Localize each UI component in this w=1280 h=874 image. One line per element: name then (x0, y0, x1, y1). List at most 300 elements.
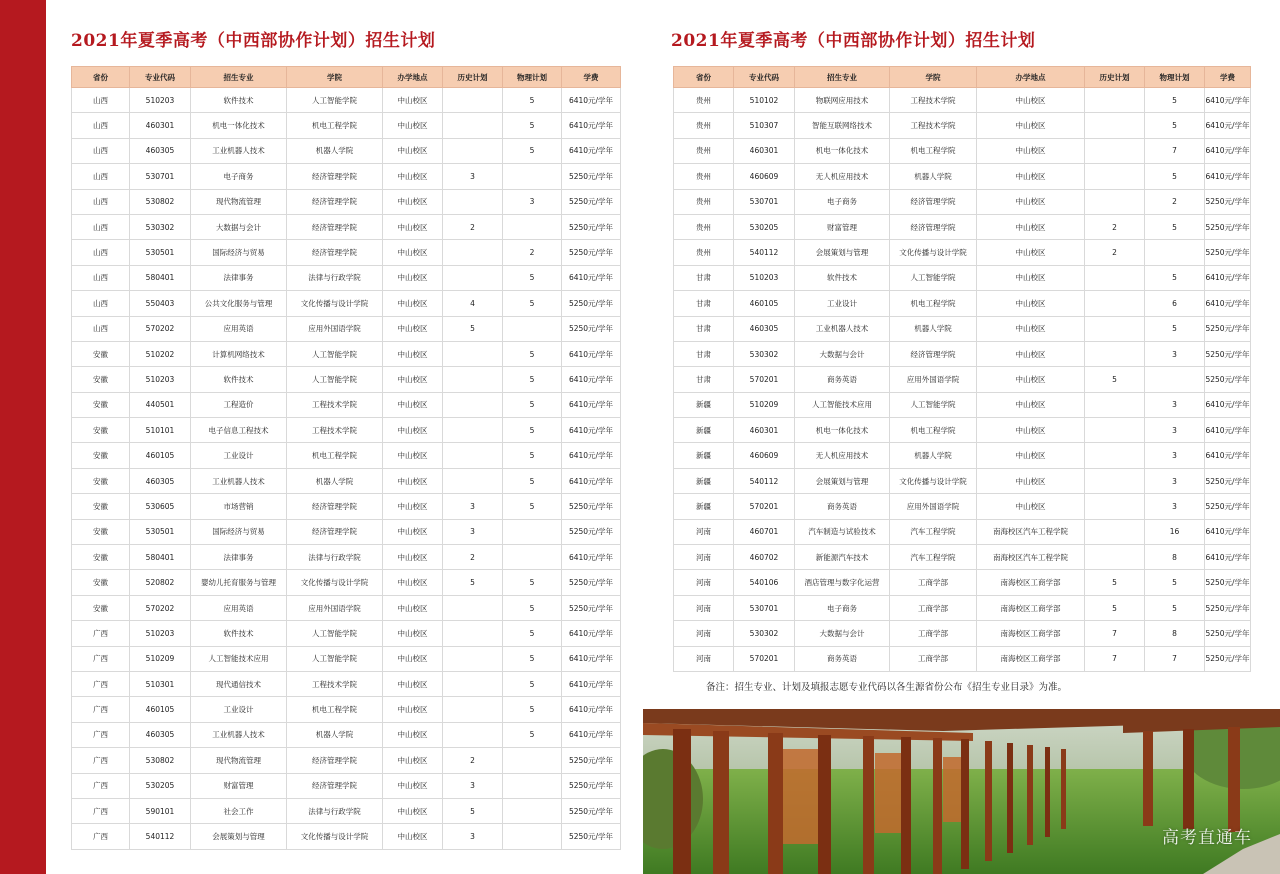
college-cell: 法律与行政学院 (287, 798, 383, 823)
history-plan-cell: 5 (1085, 595, 1145, 620)
province-cell: 安徽 (72, 341, 130, 366)
physics-plan-cell (1145, 240, 1205, 265)
tuition-cell: 6410元/学年 (1205, 113, 1251, 138)
major-code-cell: 520802 (130, 570, 191, 595)
college-cell: 文化传播与设计学院 (287, 824, 383, 849)
tuition-cell: 5250元/学年 (1205, 341, 1251, 366)
college-cell: 人工智能学院 (287, 88, 383, 113)
history-plan-cell: 4 (443, 291, 503, 316)
major-code-cell: 510203 (130, 367, 191, 392)
major-name-cell: 电子信息工程技术 (191, 418, 287, 443)
college-cell: 经济管理学院 (287, 189, 383, 214)
history-plan-cell (443, 418, 503, 443)
major-code-cell: 550403 (130, 291, 191, 316)
physics-plan-cell: 5 (1145, 316, 1205, 341)
physics-plan-cell: 3 (1145, 341, 1205, 366)
college-cell: 文化传播与设计学院 (890, 240, 977, 265)
footnote: 备注：招生专业、计划及填报志愿专业代码以各生源省份公布《招生专业目录》为准。 (706, 682, 1068, 693)
physics-plan-cell (503, 824, 562, 849)
campus-cell: 中山校区 (383, 240, 443, 265)
column-header: 省份 (72, 67, 130, 88)
tuition-cell: 5250元/学年 (562, 316, 621, 341)
province-cell: 安徽 (72, 595, 130, 620)
physics-plan-cell: 5 (1145, 214, 1205, 239)
column-header: 招生专业 (191, 67, 287, 88)
major-code-cell: 460105 (130, 697, 191, 722)
table-row (72, 494, 621, 519)
province-cell: 安徽 (72, 418, 130, 443)
province-cell: 河南 (674, 595, 734, 620)
major-code-cell: 510202 (130, 341, 191, 366)
province-cell: 新疆 (674, 443, 734, 468)
table-row (72, 570, 621, 595)
campus-cell: 中山校区 (383, 621, 443, 646)
major-name-cell: 工业机器人技术 (191, 722, 287, 747)
major-name-cell: 商务英语 (795, 367, 890, 392)
physics-plan-cell: 5 (503, 494, 562, 519)
province-cell: 贵州 (674, 214, 734, 239)
major-name-cell: 财富管理 (795, 214, 890, 239)
table-row (674, 519, 1251, 544)
history-plan-cell (443, 671, 503, 696)
physics-plan-cell: 5 (503, 418, 562, 443)
major-code-cell: 570201 (734, 494, 795, 519)
tuition-cell: 6410元/学年 (562, 418, 621, 443)
major-name-cell: 软件技术 (191, 88, 287, 113)
major-name-cell: 工业机器人技术 (191, 468, 287, 493)
physics-plan-cell (503, 748, 562, 773)
tuition-cell: 6410元/学年 (562, 443, 621, 468)
column-header: 学费 (562, 67, 621, 88)
tuition-cell: 5250元/学年 (562, 189, 621, 214)
campus-cell: 中山校区 (977, 189, 1085, 214)
province-cell: 山西 (72, 265, 130, 290)
college-cell: 工商学部 (890, 570, 977, 595)
college-cell: 机电工程学院 (890, 138, 977, 163)
college-cell: 经济管理学院 (890, 189, 977, 214)
table-row (674, 367, 1251, 392)
major-code-cell: 580401 (130, 265, 191, 290)
province-cell: 河南 (674, 545, 734, 570)
tuition-cell: 6410元/学年 (562, 341, 621, 366)
college-cell: 应用外国语学院 (287, 595, 383, 620)
tuition-cell: 5250元/学年 (562, 164, 621, 189)
major-code-cell: 460305 (130, 138, 191, 163)
history-plan-cell (443, 367, 503, 392)
college-cell: 经济管理学院 (890, 341, 977, 366)
province-cell: 广西 (72, 671, 130, 696)
province-cell: 山西 (72, 138, 130, 163)
major-name-cell: 无人机应用技术 (795, 443, 890, 468)
campus-cell: 南海校区汽车工程学院 (977, 545, 1085, 570)
tuition-cell: 6410元/学年 (562, 88, 621, 113)
major-name-cell: 法律事务 (191, 545, 287, 570)
tuition-cell: 6410元/学年 (1205, 164, 1251, 189)
physics-plan-cell: 8 (1145, 545, 1205, 570)
tuition-cell: 6410元/学年 (562, 138, 621, 163)
province-cell: 广西 (72, 748, 130, 773)
history-plan-cell (443, 113, 503, 138)
column-header: 学费 (1205, 67, 1251, 88)
physics-plan-cell (503, 773, 562, 798)
province-cell: 新疆 (674, 418, 734, 443)
tuition-cell: 5250元/学年 (562, 291, 621, 316)
tuition-cell: 6410元/学年 (1205, 443, 1251, 468)
physics-plan-cell: 5 (503, 468, 562, 493)
campus-cell: 中山校区 (383, 570, 443, 595)
major-code-cell: 530205 (130, 773, 191, 798)
province-cell: 甘肃 (674, 316, 734, 341)
province-cell: 河南 (674, 646, 734, 671)
campus-cell: 中山校区 (383, 113, 443, 138)
table-row (674, 570, 1251, 595)
major-code-cell: 590101 (130, 798, 191, 823)
history-plan-cell: 2 (443, 748, 503, 773)
tuition-cell: 5250元/学年 (562, 748, 621, 773)
province-cell: 安徽 (72, 367, 130, 392)
table-row (72, 722, 621, 747)
campus-cell: 中山校区 (383, 214, 443, 239)
major-name-cell: 机电一体化技术 (191, 113, 287, 138)
major-code-cell: 510209 (130, 646, 191, 671)
major-code-cell: 530701 (734, 595, 795, 620)
physics-plan-cell: 5 (503, 443, 562, 468)
major-name-cell: 智能互联网络技术 (795, 113, 890, 138)
tuition-cell: 6410元/学年 (562, 671, 621, 696)
tuition-cell: 5250元/学年 (1205, 595, 1251, 620)
physics-plan-cell: 3 (1145, 418, 1205, 443)
college-cell: 机器人学院 (890, 164, 977, 189)
history-plan-cell: 3 (443, 824, 503, 849)
history-plan-cell (443, 595, 503, 620)
major-name-cell: 酒店管理与数字化运营 (795, 570, 890, 595)
major-name-cell: 会展策划与管理 (795, 240, 890, 265)
table-row (72, 697, 621, 722)
history-plan-cell: 3 (443, 773, 503, 798)
column-header: 学院 (287, 67, 383, 88)
college-cell: 经济管理学院 (890, 214, 977, 239)
college-cell: 工商学部 (890, 595, 977, 620)
table-row (72, 443, 621, 468)
campus-cell: 中山校区 (383, 418, 443, 443)
history-plan-cell (443, 722, 503, 747)
major-name-cell: 人工智能技术应用 (191, 646, 287, 671)
college-cell: 人工智能学院 (287, 621, 383, 646)
major-code-cell: 530501 (130, 240, 191, 265)
major-code-cell: 570201 (734, 367, 795, 392)
province-cell: 安徽 (72, 545, 130, 570)
physics-plan-cell: 5 (503, 722, 562, 747)
college-cell: 经济管理学院 (287, 214, 383, 239)
campus-cell: 中山校区 (383, 88, 443, 113)
major-code-cell: 460609 (734, 164, 795, 189)
province-cell: 安徽 (72, 392, 130, 417)
major-name-cell: 会展策划与管理 (191, 824, 287, 849)
tuition-cell: 6410元/学年 (1205, 545, 1251, 570)
physics-plan-cell (503, 545, 562, 570)
college-cell: 人工智能学院 (890, 392, 977, 417)
campus-cell: 南海校区汽车工程学院 (977, 519, 1085, 544)
tuition-cell: 5250元/学年 (1205, 189, 1251, 214)
right-page-title: 2021年夏季高考（中西部协作计划）招生计划 (671, 31, 1036, 51)
province-cell: 安徽 (72, 443, 130, 468)
table-row (72, 392, 621, 417)
history-plan-cell (1085, 316, 1145, 341)
history-plan-cell: 3 (443, 494, 503, 519)
table-row (72, 595, 621, 620)
physics-plan-cell: 5 (503, 646, 562, 671)
major-code-cell: 510101 (130, 418, 191, 443)
physics-plan-cell: 3 (1145, 494, 1205, 519)
campus-cell: 中山校区 (977, 468, 1085, 493)
major-code-cell: 530205 (734, 214, 795, 239)
history-plan-cell (443, 341, 503, 366)
history-plan-cell (443, 443, 503, 468)
physics-plan-cell: 16 (1145, 519, 1205, 544)
tuition-cell: 6410元/学年 (562, 265, 621, 290)
tuition-cell: 6410元/学年 (1205, 88, 1251, 113)
major-code-cell: 460301 (130, 113, 191, 138)
major-code-cell: 460301 (734, 138, 795, 163)
physics-plan-cell (503, 798, 562, 823)
table-row (72, 418, 621, 443)
major-name-cell: 现代物流管理 (191, 189, 287, 214)
table-row (674, 545, 1251, 570)
major-code-cell: 530802 (130, 189, 191, 214)
major-code-cell: 530302 (130, 214, 191, 239)
province-cell: 河南 (674, 621, 734, 646)
major-name-cell: 汽车制造与试验技术 (795, 519, 890, 544)
campus-cell: 中山校区 (383, 748, 443, 773)
province-cell: 广西 (72, 621, 130, 646)
province-cell: 安徽 (72, 468, 130, 493)
major-code-cell: 530302 (734, 341, 795, 366)
column-header: 专业代码 (130, 67, 191, 88)
tuition-cell: 5250元/学年 (562, 773, 621, 798)
major-code-cell: 580401 (130, 545, 191, 570)
history-plan-cell (1085, 468, 1145, 493)
table-row (674, 392, 1251, 417)
college-cell: 应用外国语学院 (890, 367, 977, 392)
history-plan-cell (1085, 341, 1145, 366)
campus-cell: 中山校区 (383, 367, 443, 392)
college-cell: 人工智能学院 (287, 341, 383, 366)
tuition-cell: 6410元/学年 (1205, 265, 1251, 290)
right-enrollment-table (673, 66, 1251, 672)
major-name-cell: 人工智能技术应用 (795, 392, 890, 417)
tuition-cell: 6410元/学年 (562, 621, 621, 646)
physics-plan-cell: 5 (503, 138, 562, 163)
history-plan-cell (1085, 494, 1145, 519)
major-name-cell: 计算机网络技术 (191, 341, 287, 366)
table-row (674, 443, 1251, 468)
major-name-cell: 机电一体化技术 (795, 418, 890, 443)
tuition-cell: 5250元/学年 (1205, 621, 1251, 646)
tuition-cell: 5250元/学年 (1205, 240, 1251, 265)
table-row (674, 265, 1251, 290)
history-plan-cell (443, 697, 503, 722)
history-plan-cell (1085, 189, 1145, 214)
tuition-cell: 6410元/学年 (562, 722, 621, 747)
campus-corridor-photo (643, 709, 1280, 874)
campus-cell: 南海校区工商学部 (977, 646, 1085, 671)
province-cell: 甘肃 (674, 291, 734, 316)
major-name-cell: 大数据与会计 (795, 621, 890, 646)
physics-plan-cell: 5 (503, 392, 562, 417)
left-page-title: 2021年夏季高考（中西部协作计划）招生计划 (71, 31, 436, 51)
table-row (72, 646, 621, 671)
history-plan-cell: 3 (443, 519, 503, 544)
campus-cell: 中山校区 (383, 392, 443, 417)
province-cell: 新疆 (674, 392, 734, 417)
college-cell: 人工智能学院 (287, 367, 383, 392)
major-name-cell: 国际经济与贸易 (191, 519, 287, 544)
campus-cell: 中山校区 (977, 341, 1085, 366)
campus-cell: 中山校区 (383, 494, 443, 519)
major-name-cell: 工业机器人技术 (191, 138, 287, 163)
tuition-cell: 6410元/学年 (562, 545, 621, 570)
tuition-cell: 6410元/学年 (562, 646, 621, 671)
history-plan-cell: 3 (443, 164, 503, 189)
physics-plan-cell: 5 (503, 341, 562, 366)
college-cell: 工商学部 (890, 646, 977, 671)
major-code-cell: 510301 (130, 671, 191, 696)
table-row (72, 291, 621, 316)
campus-cell: 中山校区 (383, 671, 443, 696)
history-plan-cell (1085, 265, 1145, 290)
column-header: 省份 (674, 67, 734, 88)
history-plan-cell (1085, 545, 1145, 570)
physics-plan-cell: 5 (503, 697, 562, 722)
column-header: 物理计划 (1145, 67, 1205, 88)
major-name-cell: 大数据与会计 (795, 341, 890, 366)
campus-cell: 中山校区 (383, 545, 443, 570)
college-cell: 工程技术学院 (287, 392, 383, 417)
campus-cell: 中山校区 (383, 824, 443, 849)
history-plan-cell: 2 (1085, 214, 1145, 239)
table-row (674, 138, 1251, 163)
province-cell: 甘肃 (674, 367, 734, 392)
college-cell: 人工智能学院 (287, 646, 383, 671)
physics-plan-cell: 5 (1145, 88, 1205, 113)
college-cell: 人工智能学院 (890, 265, 977, 290)
campus-cell: 中山校区 (977, 113, 1085, 138)
physics-plan-cell: 5 (503, 671, 562, 696)
table-row (72, 240, 621, 265)
province-cell: 山西 (72, 189, 130, 214)
province-cell: 山西 (72, 113, 130, 138)
history-plan-cell: 2 (443, 545, 503, 570)
campus-cell: 中山校区 (383, 773, 443, 798)
table-row (72, 773, 621, 798)
physics-plan-cell: 5 (503, 113, 562, 138)
major-code-cell: 460305 (734, 316, 795, 341)
history-plan-cell: 7 (1085, 646, 1145, 671)
major-name-cell: 现代物流管理 (191, 748, 287, 773)
province-cell: 贵州 (674, 138, 734, 163)
campus-cell: 中山校区 (977, 88, 1085, 113)
table-row (674, 88, 1251, 113)
campus-cell: 中山校区 (383, 265, 443, 290)
table-row (72, 545, 621, 570)
campus-cell: 南海校区工商学部 (977, 570, 1085, 595)
left-red-band (0, 0, 46, 874)
province-cell: 山西 (72, 214, 130, 239)
table-row (674, 621, 1251, 646)
history-plan-cell: 2 (1085, 240, 1145, 265)
table-row (72, 265, 621, 290)
campus-cell: 中山校区 (383, 341, 443, 366)
history-plan-cell: 2 (443, 214, 503, 239)
major-name-cell: 法律事务 (191, 265, 287, 290)
province-cell: 山西 (72, 316, 130, 341)
college-cell: 法律与行政学院 (287, 545, 383, 570)
tuition-cell: 5250元/学年 (1205, 316, 1251, 341)
campus-cell: 中山校区 (977, 265, 1085, 290)
major-code-cell: 460609 (734, 443, 795, 468)
campus-cell: 中山校区 (977, 418, 1085, 443)
table-row (674, 341, 1251, 366)
table-row (72, 113, 621, 138)
history-plan-cell (1085, 291, 1145, 316)
physics-plan-cell: 5 (1145, 595, 1205, 620)
tuition-cell: 5250元/学年 (562, 798, 621, 823)
campus-cell: 中山校区 (977, 392, 1085, 417)
province-cell: 新疆 (674, 494, 734, 519)
table-row (72, 671, 621, 696)
college-cell: 机电工程学院 (890, 291, 977, 316)
campus-cell: 中山校区 (977, 214, 1085, 239)
history-plan-cell (443, 646, 503, 671)
major-name-cell: 新能源汽车技术 (795, 545, 890, 570)
physics-plan-cell: 3 (503, 189, 562, 214)
table-row (72, 367, 621, 392)
college-cell: 经济管理学院 (287, 519, 383, 544)
tuition-cell: 5250元/学年 (1205, 214, 1251, 239)
college-cell: 工程技术学院 (287, 671, 383, 696)
table-row (72, 621, 621, 646)
table-row (72, 189, 621, 214)
province-cell: 山西 (72, 240, 130, 265)
major-code-cell: 510203 (130, 88, 191, 113)
physics-plan-cell: 7 (1145, 646, 1205, 671)
column-header: 历史计划 (443, 67, 503, 88)
tuition-cell: 6410元/学年 (562, 468, 621, 493)
major-name-cell: 应用英语 (191, 316, 287, 341)
column-header: 历史计划 (1085, 67, 1145, 88)
table-header-row (72, 67, 621, 88)
campus-cell: 中山校区 (977, 240, 1085, 265)
province-cell: 广西 (72, 722, 130, 747)
history-plan-cell (443, 189, 503, 214)
physics-plan-cell: 5 (503, 88, 562, 113)
tuition-cell: 5250元/学年 (562, 595, 621, 620)
history-plan-cell (443, 138, 503, 163)
left-enrollment-table (71, 66, 621, 850)
tuition-cell: 6410元/学年 (1205, 519, 1251, 544)
province-cell: 安徽 (72, 570, 130, 595)
college-cell: 应用外国语学院 (890, 494, 977, 519)
physics-plan-cell (1145, 367, 1205, 392)
college-cell: 经济管理学院 (287, 164, 383, 189)
province-cell: 安徽 (72, 519, 130, 544)
campus-cell: 中山校区 (977, 138, 1085, 163)
major-code-cell: 460301 (734, 418, 795, 443)
history-plan-cell: 5 (443, 570, 503, 595)
physics-plan-cell: 5 (1145, 570, 1205, 595)
campus-cell: 南海校区工商学部 (977, 621, 1085, 646)
table-row (72, 341, 621, 366)
